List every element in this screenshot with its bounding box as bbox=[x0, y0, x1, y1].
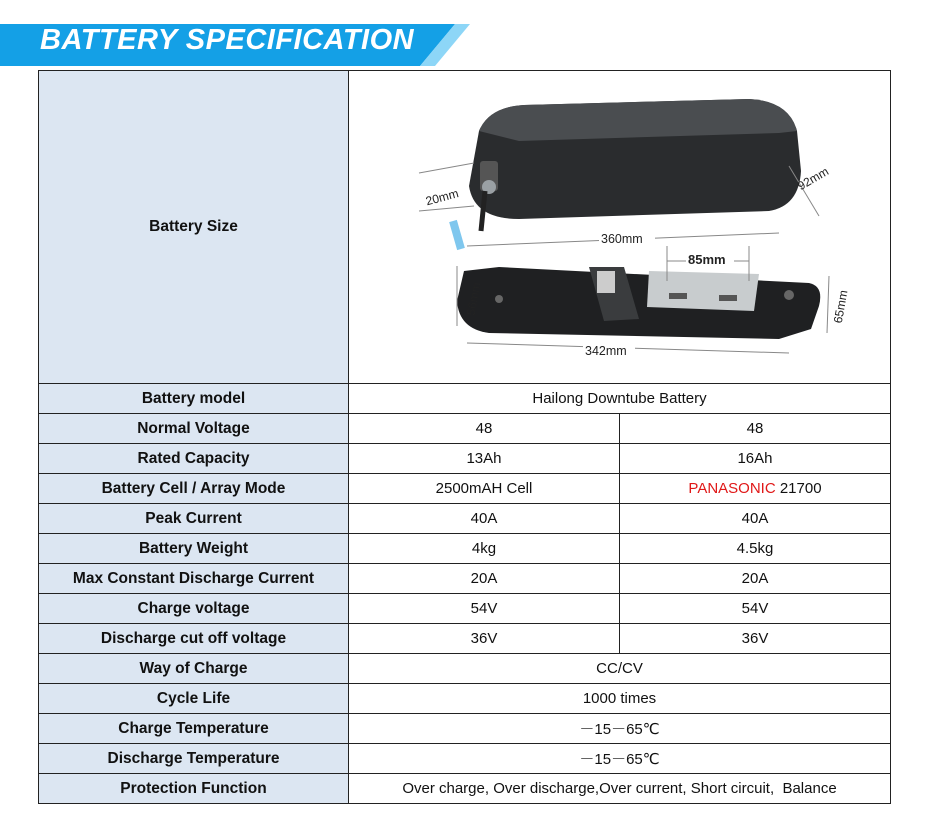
mount-hole-icon bbox=[784, 290, 794, 300]
spec-row-cycle-life bbox=[39, 684, 891, 714]
cell-brand: PANASONIC bbox=[688, 480, 776, 497]
spec-label: Normal Voltage bbox=[39, 414, 349, 444]
spec-value-13ah: 4kg bbox=[349, 534, 620, 564]
charge-indicator-icon bbox=[453, 221, 461, 249]
spec-label: Battery Weight bbox=[39, 534, 349, 564]
spec-label: Discharge cut off voltage bbox=[39, 624, 349, 654]
spec-value: 1000 times bbox=[349, 684, 891, 714]
battery-base-plate bbox=[457, 267, 820, 339]
spec-value-13ah: 13Ah bbox=[349, 444, 620, 474]
spec-value: Over charge, Over discharge,Over current, Short circuit, Balance bbox=[349, 774, 891, 804]
spec-value: －15－65℃ bbox=[349, 744, 891, 774]
spec-value-16ah: 36V bbox=[620, 624, 891, 654]
spec-value-16ah bbox=[620, 474, 891, 504]
battery-size-row bbox=[39, 71, 891, 384]
spec-label: Charge Temperature bbox=[39, 714, 349, 744]
spec-row-battery-model bbox=[39, 384, 891, 414]
spec-label: Rated Capacity bbox=[39, 444, 349, 474]
spec-row-cell-array-mode bbox=[39, 474, 891, 504]
spec-label: Charge voltage bbox=[39, 594, 349, 624]
spec-row-protection bbox=[39, 774, 891, 804]
dim-length-label: 360mm bbox=[601, 232, 643, 246]
rail-slot-1 bbox=[669, 293, 687, 299]
spec-label: Battery Cell / Array Mode bbox=[39, 474, 349, 504]
spec-label: Way of Charge bbox=[39, 654, 349, 684]
dim-width-label: 92mm bbox=[795, 164, 831, 194]
dim-base-length-label: 342mm bbox=[585, 344, 627, 358]
spec-table bbox=[38, 70, 891, 804]
dim-base-height-label: 56mm bbox=[463, 281, 484, 317]
spec-row-normal-voltage bbox=[39, 414, 891, 444]
spec-value-16ah: 4.5kg bbox=[620, 534, 891, 564]
spec-label: Cycle Life bbox=[39, 684, 349, 714]
spec-row-charge-temp bbox=[39, 714, 891, 744]
spec-label: Discharge Temperature bbox=[39, 744, 349, 774]
spec-value-13ah: 48 bbox=[349, 414, 620, 444]
spec-label: Max Constant Discharge Current bbox=[39, 564, 349, 594]
spec-value-16ah: 48 bbox=[620, 414, 891, 444]
dim-height-label: 20mm bbox=[424, 186, 461, 209]
rail-plate bbox=[647, 271, 759, 311]
dim-rail-label: 85mm bbox=[688, 252, 726, 267]
dim-line-height bbox=[419, 163, 474, 173]
spec-value-13ah: 20A bbox=[349, 564, 620, 594]
spec-row-battery-weight bbox=[39, 534, 891, 564]
spec-label: Protection Function bbox=[39, 774, 349, 804]
spec-value-16ah: 20A bbox=[620, 564, 891, 594]
spec-row-rated-capacity bbox=[39, 444, 891, 474]
spec-label: Battery model bbox=[39, 384, 349, 414]
spec-value: CC/CV bbox=[349, 654, 891, 684]
spec-value: Hailong Downtube Battery bbox=[349, 384, 891, 414]
spec-value-13ah: 40A bbox=[349, 504, 620, 534]
spec-value-13ah: 2500mAH Cell bbox=[349, 474, 620, 504]
spec-row-max-discharge bbox=[39, 564, 891, 594]
battery-size-illustration bbox=[349, 71, 891, 384]
battery-diagram bbox=[349, 71, 891, 383]
spec-row-charge-voltage bbox=[39, 594, 891, 624]
dim-base-width-label: 65mm bbox=[830, 289, 851, 325]
header-banner bbox=[0, 0, 930, 66]
rail-slot-2 bbox=[719, 295, 737, 301]
page-title: BATTERY SPECIFICATION bbox=[40, 24, 415, 56]
battery-size-label: Battery Size bbox=[39, 71, 349, 384]
spec-value-16ah: 54V bbox=[620, 594, 891, 624]
mount-hole-icon-2 bbox=[495, 295, 503, 303]
spec-row-peak-current bbox=[39, 504, 891, 534]
spec-value: －15－65℃ bbox=[349, 714, 891, 744]
spec-value-13ah: 36V bbox=[349, 624, 620, 654]
spec-value-16ah: 40A bbox=[620, 504, 891, 534]
spec-row-cutoff-voltage bbox=[39, 624, 891, 654]
spec-label: Peak Current bbox=[39, 504, 349, 534]
spec-row-way-of-charge bbox=[39, 654, 891, 684]
dim-line-base-width bbox=[827, 276, 829, 333]
cell-type: 21700 bbox=[775, 480, 822, 497]
spec-value-16ah: 16Ah bbox=[620, 444, 891, 474]
connector-icon bbox=[597, 271, 615, 293]
spec-row-discharge-temp bbox=[39, 744, 891, 774]
spec-value-13ah: 54V bbox=[349, 594, 620, 624]
